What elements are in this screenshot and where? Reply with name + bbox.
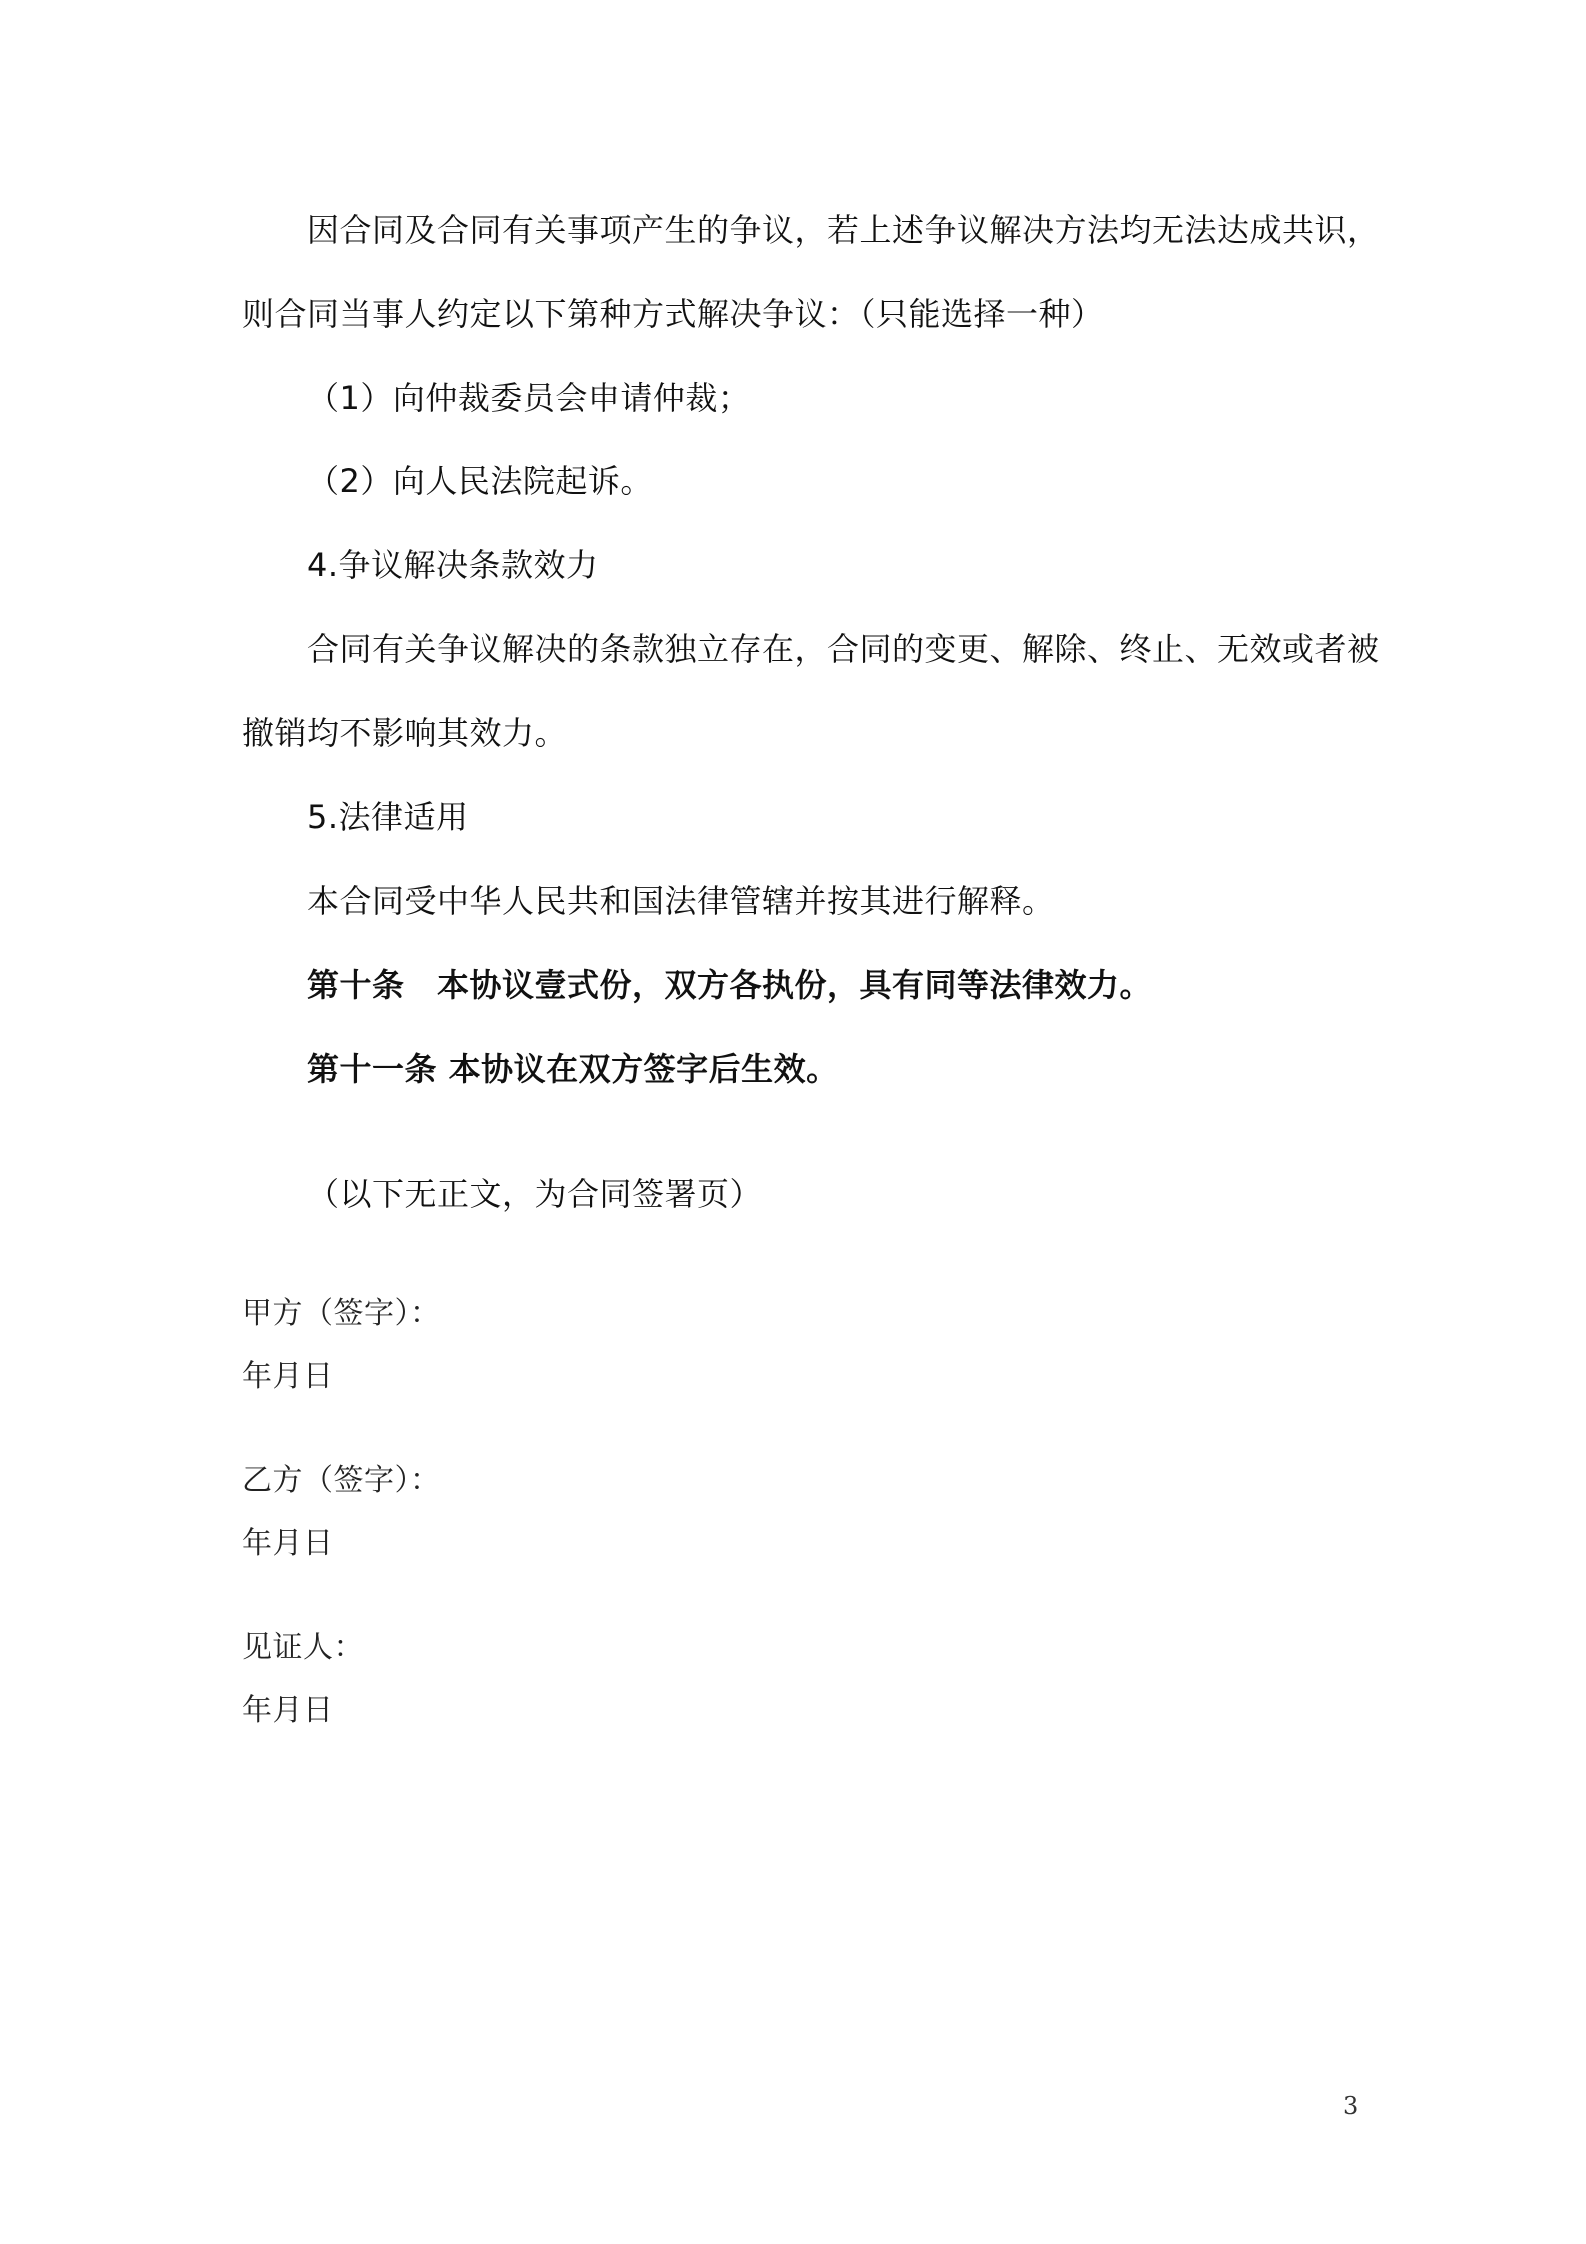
paragraph-clause-validity-line-1: 合同有关争议解决的条款独立存在，合同的变更、解除、终止、无效或者被 <box>307 630 1380 668</box>
paragraph-dispute-line-2: 则合同当事人约定以下第种方式解决争议：（只能选择一种） <box>242 295 1104 333</box>
party-b-signature-label: 乙方（签字）： <box>242 1463 441 1498</box>
option-arbitration: （1）向仲裁委员会申请仲裁； <box>307 379 751 417</box>
witness-date: 年月日 <box>242 1693 334 1728</box>
paragraph-clause-validity-line-2: 撤销均不影响其效力。 <box>242 714 568 752</box>
heading-dispute-clause-validity: 4.争议解决条款效力 <box>307 546 599 584</box>
article-10: 第十条 本协议壹式份，双方各执份，具有同等法律效力。 <box>307 966 1153 1004</box>
option-court: （2）向人民法院起诉。 <box>307 462 653 500</box>
article-11: 第十一条 本协议在双方签字后生效。 <box>307 1050 839 1088</box>
party-a-date: 年月日 <box>242 1359 334 1394</box>
page-number: 3 <box>1343 2092 1359 2120</box>
party-a-signature-label: 甲方（签字）： <box>242 1296 441 1331</box>
heading-applicable-law: 5.法律适用 <box>307 798 469 836</box>
no-text-note: （以下无正文，为合同签署页） <box>307 1175 763 1213</box>
witness-label: 见证人： <box>242 1630 364 1665</box>
paragraph-dispute-line-1: 因合同及合同有关事项产生的争议，若上述争议解决方法均无法达成共识， <box>307 211 1380 249</box>
paragraph-applicable-law: 本合同受中华人民共和国法律管辖并按其进行解释。 <box>307 882 1055 920</box>
party-b-date: 年月日 <box>242 1526 334 1561</box>
